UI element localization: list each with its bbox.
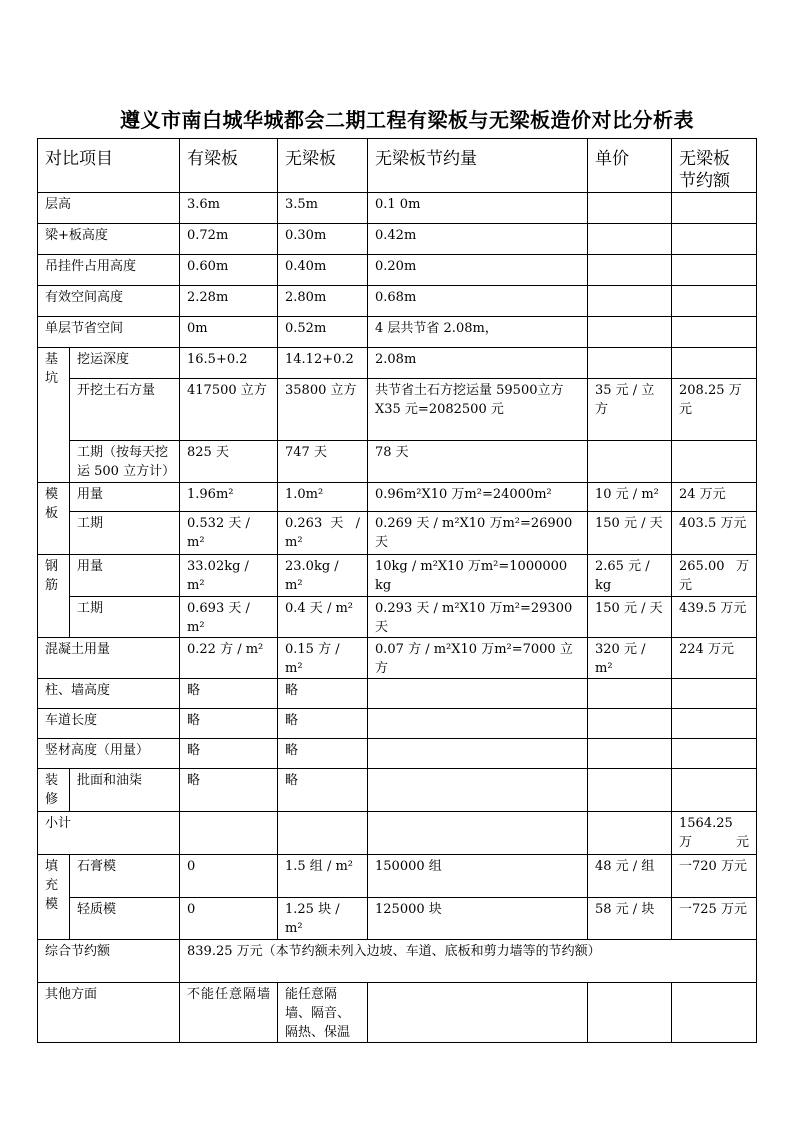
cell bbox=[588, 739, 672, 769]
cell bbox=[588, 679, 672, 709]
cell: 0.15 方 / m² bbox=[278, 638, 368, 679]
cell bbox=[368, 679, 588, 709]
header-item: 对比项目 bbox=[38, 139, 180, 193]
cell bbox=[672, 739, 757, 769]
row-label: 开挖土石方量 bbox=[70, 379, 180, 441]
group-label-formwork: 模板 bbox=[38, 483, 70, 555]
cell: 0.532 天 / m² bbox=[180, 512, 278, 555]
cell: 0.1 0m bbox=[368, 193, 588, 224]
cell bbox=[672, 983, 757, 1043]
cell: 10 元 / m² bbox=[588, 483, 672, 512]
cell: 略 bbox=[278, 769, 368, 812]
cell: 一720 万元 bbox=[672, 855, 757, 898]
cell: 10kg / m²X10 万m²=1000000 kg bbox=[368, 555, 588, 597]
cell: 略 bbox=[180, 709, 278, 739]
row-label: 工期 bbox=[70, 597, 180, 638]
cell bbox=[588, 812, 672, 855]
row-label: 梁+板高度 bbox=[38, 224, 180, 255]
subtotal-amount: 1564.25 万元 bbox=[672, 812, 757, 855]
cell: 1.96m² bbox=[180, 483, 278, 512]
row-label: 石膏模 bbox=[70, 855, 180, 898]
cell: 0.52m bbox=[278, 317, 368, 348]
header-saving-amount-line2: 节约额 bbox=[679, 171, 730, 191]
cell: 0.293 天 / m²X10 万m²=29300 天 bbox=[368, 597, 588, 638]
cell bbox=[588, 983, 672, 1043]
cell: 1.0m² bbox=[278, 483, 368, 512]
cell: 0.60m bbox=[180, 255, 278, 286]
cell bbox=[672, 709, 757, 739]
table-row bbox=[38, 441, 757, 483]
cell: 35800 立方 bbox=[278, 379, 368, 441]
subtotal-row bbox=[38, 812, 757, 855]
cell: 4 层共节省 2.08m， bbox=[368, 317, 588, 348]
cell bbox=[672, 286, 757, 317]
row-label: 柱、墙高度 bbox=[38, 679, 180, 709]
cell: 0.42m bbox=[368, 224, 588, 255]
table-row bbox=[38, 317, 757, 348]
row-label: 混凝土用量 bbox=[38, 638, 180, 679]
row-label: 批面和油柒 bbox=[70, 769, 180, 812]
table-row bbox=[38, 483, 757, 512]
cell: 0.269 天 / m²X10 万m²=26900 天 bbox=[368, 512, 588, 555]
cell: 2.65 元 / kg bbox=[588, 555, 672, 597]
group-label-pit: 基坑 bbox=[38, 348, 70, 483]
cell: 3.6m bbox=[180, 193, 278, 224]
header-unit-price: 单价 bbox=[588, 139, 672, 193]
cell bbox=[368, 983, 588, 1043]
cell bbox=[672, 224, 757, 255]
cell: 2.28m bbox=[180, 286, 278, 317]
header-row bbox=[38, 139, 757, 193]
cell bbox=[180, 812, 278, 855]
cell bbox=[368, 812, 588, 855]
cell: 35 元 / 立方 bbox=[588, 379, 672, 441]
cell: 略 bbox=[180, 769, 278, 812]
cell: 23.0kg / m² bbox=[278, 555, 368, 597]
cell: 747 天 bbox=[278, 441, 368, 483]
row-label: 轻质模 bbox=[70, 898, 180, 940]
cell bbox=[278, 812, 368, 855]
row-label bbox=[70, 441, 180, 483]
cell: 略 bbox=[180, 679, 278, 709]
header-flat-slab: 无梁板 bbox=[278, 139, 368, 193]
cell: 1.5 组 / m² bbox=[278, 855, 368, 898]
cell: 24 万元 bbox=[672, 483, 757, 512]
cell: 48 元 / 组 bbox=[588, 855, 672, 898]
cell: 265.00 万元 bbox=[672, 555, 757, 597]
table-row bbox=[38, 855, 757, 898]
table-row bbox=[38, 638, 757, 679]
cell: 0.68m bbox=[368, 286, 588, 317]
cell: 3.5m bbox=[278, 193, 368, 224]
cell: 0.30m bbox=[278, 224, 368, 255]
row-label: 竖材高度（用量） bbox=[38, 739, 180, 769]
duration-label-line2: 运 500 立方计） bbox=[77, 464, 176, 479]
total-row bbox=[38, 940, 757, 983]
cell: 略 bbox=[278, 739, 368, 769]
cell bbox=[588, 441, 672, 483]
cell: 0.96m²X10 万m²=24000m² bbox=[368, 483, 588, 512]
cell: 0.693 天 / m² bbox=[180, 597, 278, 638]
row-label: 车道长度 bbox=[38, 709, 180, 739]
header-saving-amount bbox=[672, 139, 757, 193]
cell: 共节省土石方挖运量 59500立方 X35 元=2082500 元 bbox=[368, 379, 588, 441]
cell bbox=[672, 679, 757, 709]
total-text: 839.25 万元（本节约额未列入边坡、车道、底板和剪力墙等的节约额） bbox=[180, 940, 757, 983]
cell: 0.40m bbox=[278, 255, 368, 286]
cell: 略 bbox=[278, 709, 368, 739]
header-saving-qty: 无梁板节约量 bbox=[368, 139, 588, 193]
cell: 58 元 / 块 bbox=[588, 898, 672, 940]
other-beam-slab: 不能任意隔墙 bbox=[180, 983, 278, 1043]
duration-label-line1: 工期（按每天挖 bbox=[77, 445, 169, 460]
cell bbox=[672, 193, 757, 224]
other-flat-slab: 能任意隔墙、隔音、隔热、保温 bbox=[278, 983, 368, 1043]
cell: 一725 万元 bbox=[672, 898, 757, 940]
cell: 略 bbox=[278, 679, 368, 709]
comparison-table bbox=[37, 138, 757, 1043]
table-row bbox=[38, 739, 757, 769]
total-label: 综合节约额 bbox=[38, 940, 180, 983]
cell bbox=[368, 769, 588, 812]
cell: 1.25 块 / m² bbox=[278, 898, 368, 940]
cell: 150000 组 bbox=[368, 855, 588, 898]
cell bbox=[588, 769, 672, 812]
cell: 403.5 万元 bbox=[672, 512, 757, 555]
table-row bbox=[38, 348, 757, 379]
row-label: 有效空间高度 bbox=[38, 286, 180, 317]
row-label: 吊挂件占用高度 bbox=[38, 255, 180, 286]
cell: 0.72m bbox=[180, 224, 278, 255]
cell: 208.25 万元 bbox=[672, 379, 757, 441]
table-row bbox=[38, 555, 757, 597]
cell: 320 元 / m² bbox=[588, 638, 672, 679]
table-row bbox=[38, 512, 757, 555]
subtotal-label: 小计 bbox=[38, 812, 180, 855]
table-row bbox=[38, 709, 757, 739]
cell bbox=[368, 709, 588, 739]
cell bbox=[588, 224, 672, 255]
group-label-decoration: 装修 bbox=[38, 769, 70, 812]
cell: 0.22 方 / m² bbox=[180, 638, 278, 679]
table-row bbox=[38, 286, 757, 317]
cell: 825 天 bbox=[180, 441, 278, 483]
header-beam-slab: 有梁板 bbox=[180, 139, 278, 193]
cell: 0m bbox=[180, 317, 278, 348]
header-saving-amount-line1: 无梁板 bbox=[679, 149, 730, 169]
table-row bbox=[38, 224, 757, 255]
table-row bbox=[38, 193, 757, 224]
cell bbox=[368, 739, 588, 769]
cell bbox=[672, 348, 757, 379]
row-label: 工期 bbox=[70, 512, 180, 555]
cell: 0.263 天 / m² bbox=[278, 512, 368, 555]
cell bbox=[672, 317, 757, 348]
table-row bbox=[38, 379, 757, 441]
table-row bbox=[38, 255, 757, 286]
cell: 0.20m bbox=[368, 255, 588, 286]
cell bbox=[588, 286, 672, 317]
cell: 150 元 / 天 bbox=[588, 512, 672, 555]
cell: 14.12+0.2 bbox=[278, 348, 368, 379]
cell: 0 bbox=[180, 898, 278, 940]
cell: 略 bbox=[180, 739, 278, 769]
cell: 150 元 / 天 bbox=[588, 597, 672, 638]
other-row bbox=[38, 983, 757, 1043]
cell bbox=[588, 709, 672, 739]
other-label: 其他方面 bbox=[38, 983, 180, 1043]
group-label-infill: 填充模 bbox=[38, 855, 70, 940]
cell: 125000 块 bbox=[368, 898, 588, 940]
cell: 0 bbox=[180, 855, 278, 898]
group-label-rebar: 钢筋 bbox=[38, 555, 70, 638]
page-title: 遵义市南白城华城都会二期工程有梁板与无梁板造价对比分析表 bbox=[120, 108, 694, 132]
row-label: 用量 bbox=[70, 483, 180, 512]
table-row bbox=[38, 769, 757, 812]
cell: 224 万元 bbox=[672, 638, 757, 679]
cell bbox=[588, 348, 672, 379]
cell bbox=[588, 255, 672, 286]
cell: 0.4 天 / m² bbox=[278, 597, 368, 638]
cell: 78 天 bbox=[368, 441, 588, 483]
row-label: 用量 bbox=[70, 555, 180, 597]
cell: 16.5+0.2 bbox=[180, 348, 278, 379]
cell bbox=[672, 769, 757, 812]
cell: 439.5 万元 bbox=[672, 597, 757, 638]
row-label: 单层节省空间 bbox=[38, 317, 180, 348]
cell: 2.08m bbox=[368, 348, 588, 379]
cell bbox=[588, 317, 672, 348]
cell: 2.80m bbox=[278, 286, 368, 317]
table-row bbox=[38, 597, 757, 638]
cell: 33.02kg / m² bbox=[180, 555, 278, 597]
cell bbox=[672, 441, 757, 483]
table-row bbox=[38, 679, 757, 709]
cell bbox=[588, 193, 672, 224]
cell: 0.07 方 / m²X10 万m²=7000 立方 bbox=[368, 638, 588, 679]
cell: 417500 立方 bbox=[180, 379, 278, 441]
table-row bbox=[38, 898, 757, 940]
cell bbox=[672, 255, 757, 286]
row-label: 层高 bbox=[38, 193, 180, 224]
row-label: 挖运深度 bbox=[70, 348, 180, 379]
